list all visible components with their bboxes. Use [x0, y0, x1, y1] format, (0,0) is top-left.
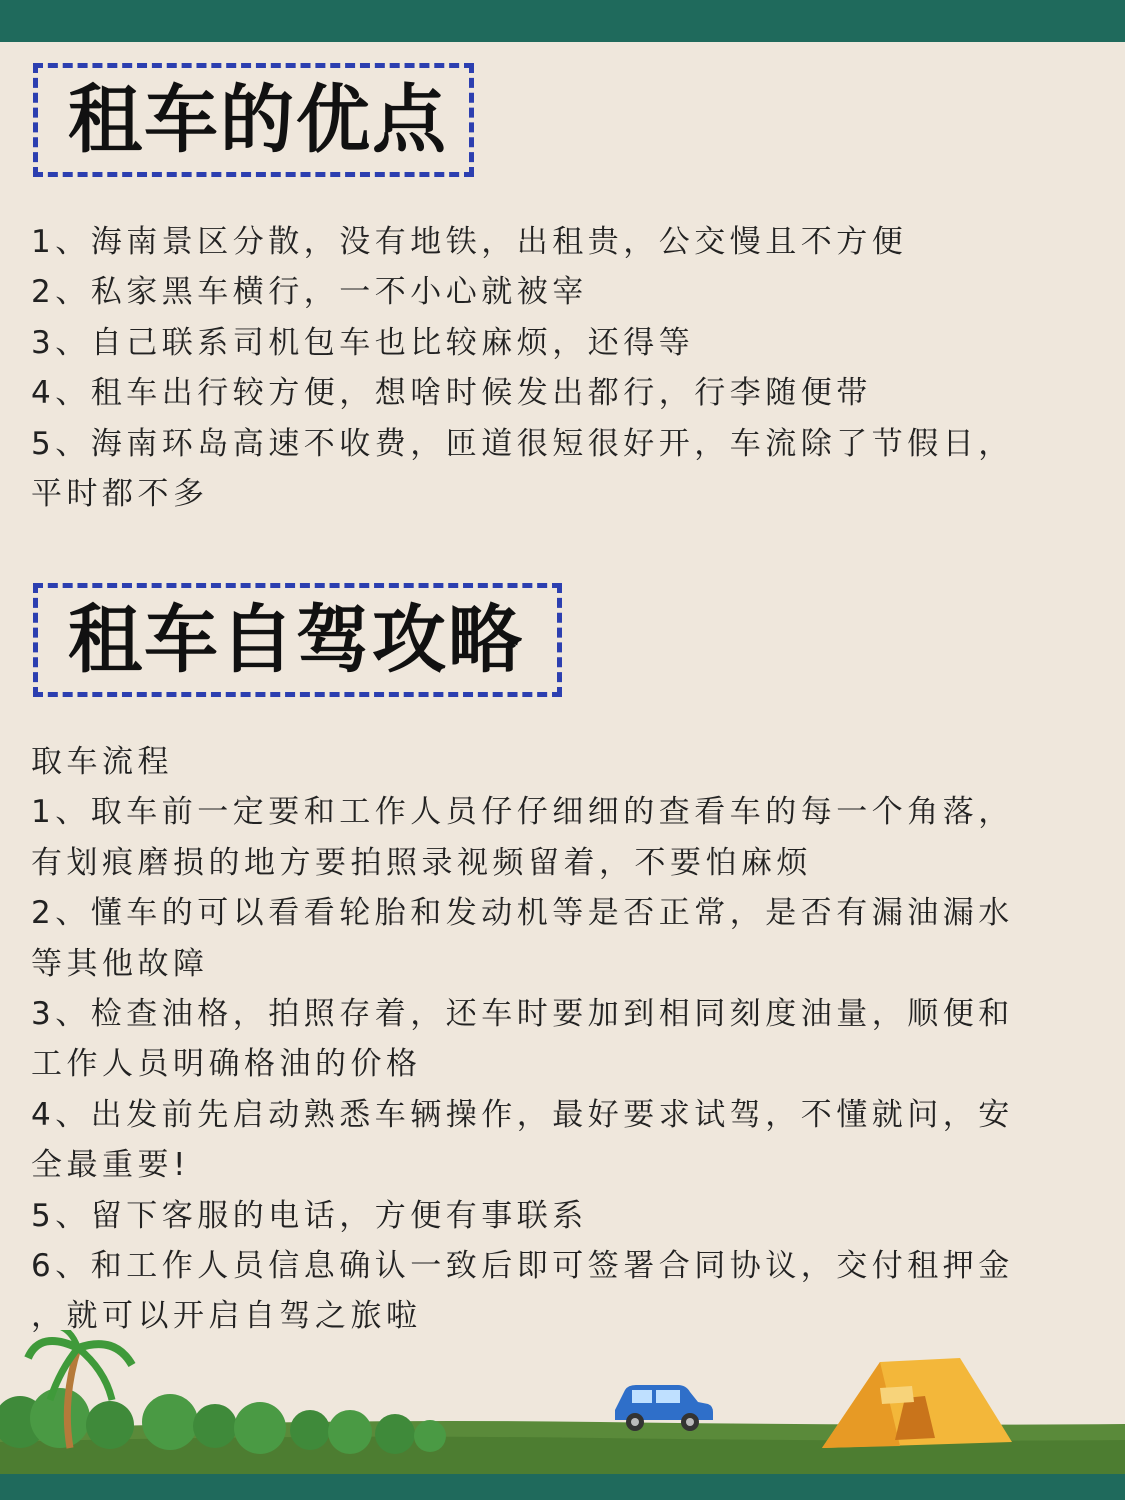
list-item: 4、出发前先启动熟悉车辆操作，最好要求试驾，不懂就问，安 [31, 1096, 1014, 1133]
section-title-guide: 租车自驾攻略 [68, 597, 524, 683]
landscape-illustration [0, 1330, 1125, 1476]
list-item: 2、懂车的可以看看轮胎和发动机等是否正常，是否有漏油漏水 [31, 895, 1014, 932]
section-title-box-guide [33, 583, 562, 697]
list-item: 全最重要! [31, 1147, 190, 1184]
list-item: 等其他故障 [31, 945, 209, 982]
list-item: 工作人员明确格油的价格 [31, 1046, 422, 1083]
list-item: 1、海南景区分散，没有地铁，出租贵，公交慢且不方便 [31, 224, 908, 260]
tent-icon [822, 1358, 1012, 1448]
subheading: 取车流程 [31, 744, 173, 780]
list-item: 6、和工作人员信息确认一致后即可签署合同协议，交付租押金 [31, 1248, 1014, 1285]
list-item: 5、留下客服的电话，方便有事联系 [31, 1197, 588, 1234]
bottom-bar [0, 1474, 1125, 1500]
list-item: ，就可以开启自驾之旅啦 [31, 1298, 422, 1335]
list-item: 4、租车出行较方便，想啥时候发出都行，行李随便带 [31, 375, 872, 412]
list-item: 1、取车前一定要和工作人员仔仔细细的查看车的每一个角落， [31, 794, 1014, 831]
section-title-box-advantages [33, 63, 474, 177]
list-item: 有划痕磨损的地方要拍照录视频留着，不要怕麻烦 [31, 844, 812, 881]
list-item: 3、检查油格，拍照存着，还车时要加到相同刻度油量，顺便和 [31, 996, 1014, 1033]
list-item: 平时都不多 [31, 476, 209, 513]
guide-list [31, 737, 1091, 1342]
list-item: 5、海南环岛高速不收费，匝道很短很好开，车流除了节假日， [31, 425, 1014, 462]
advantages-list [31, 217, 1091, 519]
section-title-advantages: 租车的优点 [68, 77, 448, 163]
list-item: 3、自己联系司机包车也比较麻烦，还得等 [31, 324, 695, 361]
list-item: 2、私家黑车横行，一不小心就被宰 [31, 274, 588, 311]
top-bar [0, 0, 1125, 42]
